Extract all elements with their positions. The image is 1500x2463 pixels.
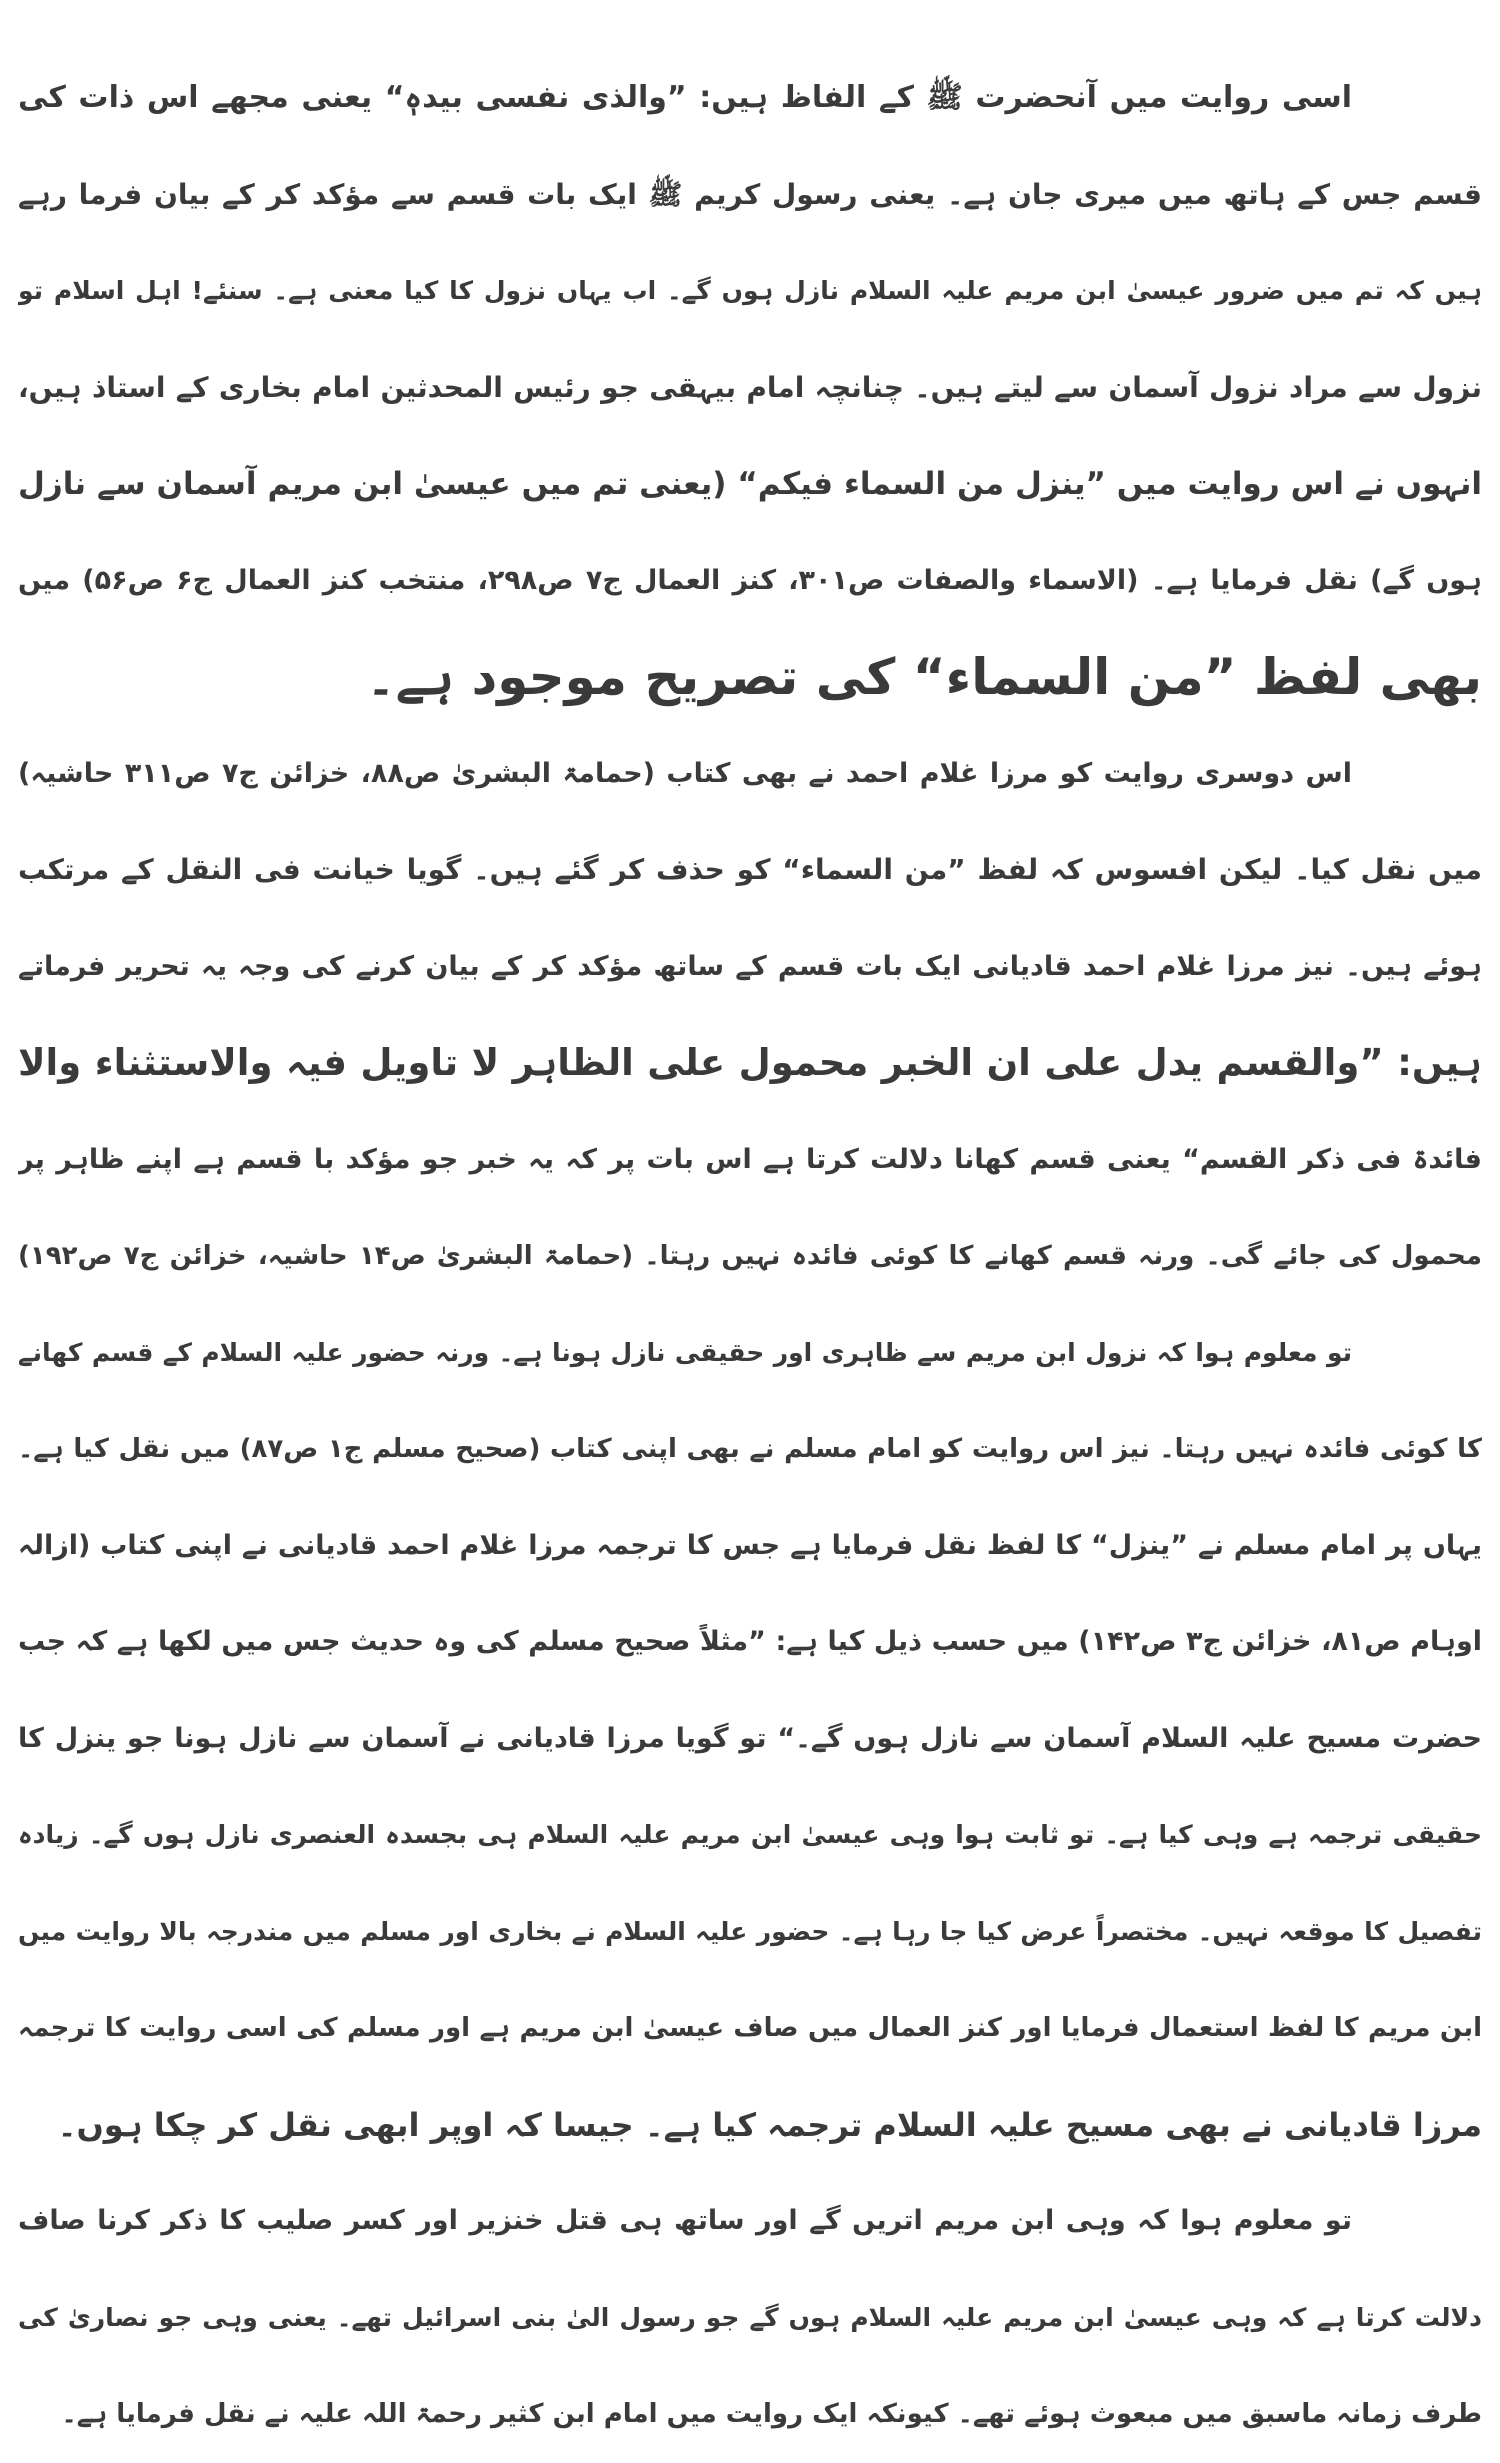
text-line: میں نقل کیا۔ لیکن افسوس کہ لفظ ”من السماء“ کو حذف کر گئے ہیں۔ گویا خیانت فی النقل کے مرتکب: [18, 853, 1482, 886]
text-line: مرزا قادیانی نے بھی مسیح علیہ السلام ترجمہ کیا ہے۔ جیسا کہ اوپر ابھی نقل کر چکا ہوں۔: [57, 2105, 1482, 2144]
text-line: بھی لفظ ”من السماء“ کی تصریح موجود ہے۔: [366, 648, 1482, 706]
text-line: انہوں نے اس روایت میں ”ینزل من السماء فیکم“ (یعنی تم میں عیسیٰ ابن مریم آسمان سے نازل: [18, 466, 1482, 502]
text-line: کا کوئی فائدہ نہیں رہتا۔ نیز اس روایت کو امام مسلم نے بھی اپنی کتاب (صحیح مسلم ج۱ ص۸۷) میں نقل کیا ہے۔: [18, 1434, 1482, 1464]
text-line: حضرت مسیح علیہ السلام آسمان سے نازل ہوں گے۔“ تو گویا مرزا قادیانی نے آسمان سے نازل ہونا جو ینزل کا: [18, 1722, 1482, 1754]
arabic-quote-line: ہیں: ”والقسم یدل علی ان الخبر محمول علی الظاہر لا تاویل فیہ والاستثناء والا: [18, 1041, 1482, 1084]
text-line: دلالت کرتا ہے کہ وہی عیسیٰ ابن مریم علیہ السلام ہوں گے جو رسول الیٰ بنی اسرائیل تھے۔ یعنی وہی جو نصاریٰ کی: [18, 2302, 1482, 2332]
text-line: ابن مریم کا لفظ استعمال فرمایا اور کنز العمال میں صاف عیسیٰ ابن مریم ہے اور مسلم کی اسی روایت کا ترجمہ: [18, 2013, 1482, 2043]
citation-line: محمول کی جائے گی۔ ورنہ قسم کھانے کا کوئی فائدہ نہیں رہتا۔ (حمامۃ البشریٰ ص۱۴ حاشیہ، خزائن ج۷ ص۱۹۲): [18, 1241, 1482, 1271]
text-line: نزول سے مراد نزول آسمان سے لیتے ہیں۔ چنانچہ امام بیہقی جو رئیس المحدثین امام بخاری کے استاذ ہیں،: [18, 370, 1482, 404]
text-line: فائدۃ فی ذکر القسم“ یعنی قسم کھانا دلالت کرتا ہے اس بات پر کہ یہ خبر جو مؤکد با قسم ہے اپنے ظاہر پر: [18, 1143, 1482, 1175]
text-line: قسم جس کے ہاتھ میں میری جان ہے۔ یعنی رسول کریم ﷺ ایک بات قسم سے مؤکد کر کے بیان فرما رہے: [18, 177, 1482, 211]
text-line: اسی روایت میں آنحضرت ﷺ کے الفاظ ہیں: ”والذی نفسی بیدہٖ“ یعنی مجھے اس ذات کی: [18, 80, 1352, 115]
text-line: ہیں کہ تم میں ضرور عیسیٰ ابن مریم علیہ السلام نازل ہوں گے۔ اب یہاں نزول کا کیا معنی ہے۔ سنئے! اہل اسلام تو: [18, 276, 1482, 305]
text-line: ہوئے ہیں۔ نیز مرزا غلام احمد قادیانی ایک بات قسم کے ساتھ مؤکد کر کے بیان کرنے کی وجہ یہ تحریر فرماتے: [18, 950, 1482, 982]
text-line: طرف زمانہ ماسبق میں مبعوث ہوئے تھے۔ کیونکہ ایک روایت میں امام ابن کثیر رحمۃ اللہ علیہ نے نقل فرمایا ہے۔: [61, 2399, 1482, 2429]
text-line: تفصیل کا موقعہ نہیں۔ مختصراً عرض کیا جا رہا ہے۔ حضور علیہ السلام نے بخاری اور مسلم میں مندرجہ بالا روایت میں: [18, 1916, 1482, 1946]
text-line: یہاں پر امام مسلم نے ”ینزل“ کا لفظ نقل فرمایا ہے جس کا ترجمہ مرزا غلام احمد قادیانی نے اپنی کتاب (ازالہ: [18, 1529, 1482, 1561]
text-line: تو معلوم ہوا کہ نزول ابن مریم سے ظاہری اور حقیقی نازل ہونا ہے۔ ورنہ حضور علیہ السلام کے قسم کھانے: [18, 1337, 1352, 1367]
text-line: تو معلوم ہوا کہ وہی ابن مریم اتریں گے اور ساتھ ہی قتل خنزیر اور کسر صلیب کا ذکر کرنا صاف: [18, 2205, 1352, 2236]
citation-line: ہوں گے) نقل فرمایا ہے۔ (الاسماء والصفات ص۳۰۱، کنز العمال ج۷ ص۲۹۸، منتخب کنز العمال ج۶ ص۵۶) میں: [18, 564, 1482, 596]
text-line: حقیقی ترجمہ ہے وہی کیا ہے۔ تو ثابت ہوا وہی عیسیٰ ابن مریم علیہ السلام ہی بجسدہ العنصری نازل ہوں گے۔ زیادہ: [18, 1820, 1482, 1849]
citation-line: اس دوسری روایت کو مرزا غلام احمد نے بھی کتاب (حمامۃ البشریٰ ص۸۸، خزائن ج۷ ص۳۱۱ حاشیہ): [18, 757, 1352, 789]
text-line: اوہام ص۸۱، خزائن ج۳ ص۱۴۲) میں حسب ذیل کیا ہے: ”مثلاً صحیح مسلم کی وہ حدیث جس میں لکھا ہے کہ جب: [18, 1626, 1482, 1657]
